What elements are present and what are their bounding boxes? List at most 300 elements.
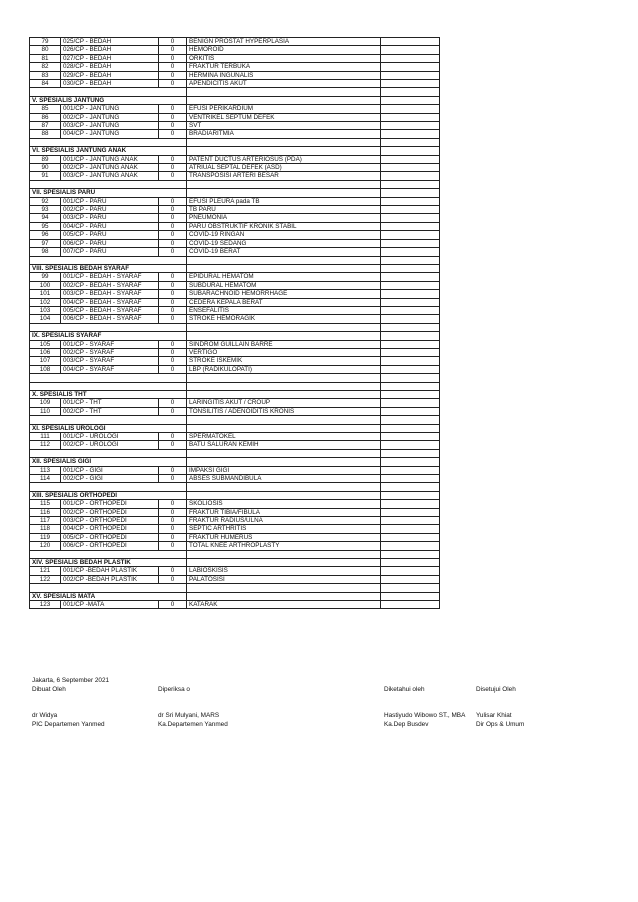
row-number: 105 <box>30 340 61 348</box>
empty-cell <box>381 575 440 583</box>
empty-cell <box>187 424 381 432</box>
section-title: XIV. SPESIALIS BEDAH PLASTIK <box>30 559 187 567</box>
empty-cell <box>381 281 440 289</box>
pathway-code: 002/CP - BEDAH - SYARAF <box>61 281 159 289</box>
count-value: 0 <box>159 601 187 609</box>
empty-cell <box>381 138 440 146</box>
empty-cell <box>381 449 440 457</box>
row-number: 98 <box>30 248 61 256</box>
count-value: 0 <box>159 441 187 449</box>
empty-cell <box>30 374 187 382</box>
empty-cell <box>381 533 440 541</box>
table-row <box>30 315 440 323</box>
table-row <box>30 46 440 54</box>
empty-cell <box>30 88 187 96</box>
row-number: 94 <box>30 214 61 222</box>
empty-cell <box>30 323 187 331</box>
empty-cell <box>187 382 381 390</box>
empty-cell <box>187 374 381 382</box>
section-title: XI. SPESIALIS UROLOGI <box>30 424 187 432</box>
pathway-code: 004/CP - SYARAF <box>61 365 159 373</box>
empty-cell <box>381 441 440 449</box>
table-row <box>30 567 440 575</box>
table-row <box>30 206 440 214</box>
pathway-code: 004/CP - PARU <box>61 222 159 230</box>
table-row <box>30 239 440 247</box>
empty-cell <box>187 491 381 499</box>
row-number: 110 <box>30 407 61 415</box>
section-header-row <box>30 189 440 197</box>
pathway-code: 001/CP - JANTUNG <box>61 105 159 113</box>
empty-cell <box>381 214 440 222</box>
empty-cell <box>381 290 440 298</box>
row-number: 81 <box>30 54 61 62</box>
pathway-code: 006/CP - ORTHOPEDI <box>61 542 159 550</box>
empty-cell <box>187 483 381 491</box>
diagnosis-name: VERTIGO <box>187 348 381 356</box>
section-header-row <box>30 592 440 600</box>
footer-date: Jakarta, 6 September 2021 <box>32 677 110 684</box>
diagnosis-name: TB PARU <box>187 206 381 214</box>
pathway-code: 005/CP - PARU <box>61 231 159 239</box>
diagnosis-name: FRAKTUR HUMERUS <box>187 533 381 541</box>
count-value: 0 <box>159 365 187 373</box>
diagnosis-name: LABIOSKISIS <box>187 567 381 575</box>
diagnosis-name: BATU SALURAN KEMIH <box>187 441 381 449</box>
row-number: 83 <box>30 71 61 79</box>
pathway-code: 006/CP - BEDAH - SYARAF <box>61 315 159 323</box>
diagnosis-name: PNEUMONIA <box>187 214 381 222</box>
pathway-code: 004/CP - ORTHOPEDI <box>61 525 159 533</box>
pathway-code: 001/CP - PARU <box>61 197 159 205</box>
empty-cell <box>381 550 440 558</box>
diagnosis-name: BRADIARITMIA <box>187 130 381 138</box>
row-number: 99 <box>30 273 61 281</box>
table-body <box>30 38 440 609</box>
diagnosis-name: EPIDURAL HEMATOM <box>187 273 381 281</box>
made-by-title: PIC Departemen Yanmed <box>32 721 105 728</box>
empty-cell <box>381 46 440 54</box>
empty-cell <box>381 96 440 104</box>
diagnosis-name: SEPTIC ARTHRITIS <box>187 525 381 533</box>
empty-cell <box>187 449 381 457</box>
diagnosis-name: IMPAKSI GIGI <box>187 466 381 474</box>
pathway-code: 001/CP - ORTHOPEDI <box>61 500 159 508</box>
blank-row <box>30 256 440 264</box>
empty-cell <box>187 256 381 264</box>
row-number: 96 <box>30 231 61 239</box>
known-by-name: Hastiyudo Wibowo ST., MBA <box>384 712 466 719</box>
empty-cell <box>30 416 187 424</box>
diagnosis-name: SINDROM GUILLAIN BARRE <box>187 340 381 348</box>
table-row <box>30 500 440 508</box>
empty-cell <box>187 550 381 558</box>
table-row <box>30 113 440 121</box>
pathway-code: 003/CP - BEDAH - SYARAF <box>61 290 159 298</box>
table-row <box>30 155 440 163</box>
empty-cell <box>381 222 440 230</box>
diagnosis-name: SPERMATOKEL <box>187 432 381 440</box>
table-row <box>30 466 440 474</box>
empty-cell <box>30 382 187 390</box>
diagnosis-name: LARINGITIS AKUT / CROUP <box>187 399 381 407</box>
table-row <box>30 357 440 365</box>
row-number: 92 <box>30 197 61 205</box>
empty-cell <box>381 323 440 331</box>
row-number: 84 <box>30 80 61 88</box>
pathway-code: 001/CP -BEDAH PLASTIK <box>61 567 159 575</box>
empty-cell <box>381 147 440 155</box>
count-value: 0 <box>159 432 187 440</box>
empty-cell <box>187 458 381 466</box>
clinical-pathway-table <box>29 37 440 609</box>
count-value: 0 <box>159 357 187 365</box>
section-title: VII. SPESIALIS PARU <box>30 189 187 197</box>
section-header-row <box>30 264 440 272</box>
diagnosis-name: EFUSI PERIKARDIUM <box>187 105 381 113</box>
blank-row <box>30 180 440 188</box>
table-row <box>30 298 440 306</box>
diagnosis-name: TRANSPOSISI ARTERI BESAR <box>187 172 381 180</box>
section-title: XII. SPESIALIS GIGI <box>30 458 187 466</box>
table-row <box>30 80 440 88</box>
pathway-code: 002/CP - GIGI <box>61 474 159 482</box>
empty-cell <box>187 592 381 600</box>
empty-cell <box>381 231 440 239</box>
table-row <box>30 533 440 541</box>
table-row <box>30 71 440 79</box>
row-number: 90 <box>30 164 61 172</box>
count-value: 0 <box>159 348 187 356</box>
empty-cell <box>30 550 187 558</box>
count-value: 0 <box>159 542 187 550</box>
pathway-code: 028/CP - BEDAH <box>61 63 159 71</box>
count-value: 0 <box>159 231 187 239</box>
empty-cell <box>381 416 440 424</box>
row-number: 85 <box>30 105 61 113</box>
empty-cell <box>381 525 440 533</box>
diagnosis-name: APENDICITIS AKUT <box>187 80 381 88</box>
table-row <box>30 122 440 130</box>
diagnosis-name: TOTAL KNEE ARTHROPLASTY <box>187 542 381 550</box>
count-value: 0 <box>159 290 187 298</box>
diagnosis-name: VENTRIKEL SEPTUM DEFEK <box>187 113 381 121</box>
row-number: 121 <box>30 567 61 575</box>
diagnosis-name: ABSES SUBMANDIBULA <box>187 474 381 482</box>
pathway-code: 001/CP - UROLOGI <box>61 432 159 440</box>
section-header-row <box>30 559 440 567</box>
blank-row <box>30 374 440 382</box>
pathway-code: 004/CP - BEDAH - SYARAF <box>61 298 159 306</box>
empty-cell <box>381 340 440 348</box>
diagnosis-name: COVID-19 RINGAN <box>187 231 381 239</box>
section-header-row <box>30 458 440 466</box>
count-value: 0 <box>159 122 187 130</box>
row-number: 103 <box>30 306 61 314</box>
row-number: 86 <box>30 113 61 121</box>
row-number: 102 <box>30 298 61 306</box>
empty-cell <box>381 483 440 491</box>
diagnosis-name: STROKE HEMORAGIK <box>187 315 381 323</box>
row-number: 97 <box>30 239 61 247</box>
diagnosis-name: SKOLIOSIS <box>187 500 381 508</box>
blank-row <box>30 550 440 558</box>
pathway-code: 001/CP - JANTUNG ANAK <box>61 155 159 163</box>
diagnosis-name: ORKITIS <box>187 54 381 62</box>
section-title: XV. SPESIALIS MATA <box>30 592 187 600</box>
row-number: 93 <box>30 206 61 214</box>
diagnosis-name: STROKE ISKEMIK <box>187 357 381 365</box>
pathway-code: 030/CP - BEDAH <box>61 80 159 88</box>
empty-cell <box>187 264 381 272</box>
table-row <box>30 197 440 205</box>
row-number: 114 <box>30 474 61 482</box>
empty-cell <box>30 449 187 457</box>
row-number: 101 <box>30 290 61 298</box>
empty-cell <box>381 248 440 256</box>
empty-cell <box>381 172 440 180</box>
diagnosis-name: BENIGN PROSTAT HYPERPLASIA <box>187 38 381 46</box>
diagnosis-name: KATARAK <box>187 601 381 609</box>
table-row <box>30 575 440 583</box>
pathway-code: 026/CP - BEDAH <box>61 46 159 54</box>
pathway-code: 001/CP - SYARAF <box>61 340 159 348</box>
pathway-code: 001/CP - THT <box>61 399 159 407</box>
count-value: 0 <box>159 222 187 230</box>
table-row <box>30 281 440 289</box>
row-number: 108 <box>30 365 61 373</box>
diagnosis-name: FRAKTUR TERBUKA <box>187 63 381 71</box>
blank-row <box>30 449 440 457</box>
count-value: 0 <box>159 172 187 180</box>
count-value: 0 <box>159 80 187 88</box>
diagnosis-name: SUBDURAL HEMATOM <box>187 281 381 289</box>
count-value: 0 <box>159 567 187 575</box>
count-value: 0 <box>159 105 187 113</box>
empty-cell <box>381 466 440 474</box>
table-row <box>30 130 440 138</box>
row-number: 116 <box>30 508 61 516</box>
table-row <box>30 290 440 298</box>
approved-by-name: Yulisar Khiat <box>476 712 512 719</box>
blank-row <box>30 382 440 390</box>
table-row <box>30 164 440 172</box>
row-number: 120 <box>30 542 61 550</box>
row-number: 82 <box>30 63 61 71</box>
made-by-label: Dibuat Oleh <box>32 686 66 693</box>
empty-cell <box>30 584 187 592</box>
pathway-code: 002/CP - THT <box>61 407 159 415</box>
row-number: 112 <box>30 441 61 449</box>
table-row <box>30 38 440 46</box>
count-value: 0 <box>159 273 187 281</box>
table-row <box>30 222 440 230</box>
blank-row <box>30 483 440 491</box>
empty-cell <box>187 559 381 567</box>
checked-by-label: Diperiksa o <box>158 686 190 693</box>
empty-cell <box>381 584 440 592</box>
row-number: 118 <box>30 525 61 533</box>
empty-cell <box>381 332 440 340</box>
table-row <box>30 248 440 256</box>
section-title: V. SPESIALIS JANTUNG <box>30 96 187 104</box>
empty-cell <box>381 399 440 407</box>
pathway-code: 002/CP - JANTUNG <box>61 113 159 121</box>
empty-cell <box>381 130 440 138</box>
row-number: 89 <box>30 155 61 163</box>
pathway-code: 003/CP - PARU <box>61 214 159 222</box>
empty-cell <box>381 601 440 609</box>
empty-cell <box>381 559 440 567</box>
table-row <box>30 231 440 239</box>
count-value: 0 <box>159 517 187 525</box>
count-value: 0 <box>159 239 187 247</box>
count-value: 0 <box>159 575 187 583</box>
row-number: 111 <box>30 432 61 440</box>
table-row <box>30 105 440 113</box>
empty-cell <box>381 88 440 96</box>
empty-cell <box>381 424 440 432</box>
empty-cell <box>381 491 440 499</box>
section-title: X. SPESIALIS THT <box>30 390 187 398</box>
count-value: 0 <box>159 508 187 516</box>
empty-cell <box>381 54 440 62</box>
section-header-row <box>30 390 440 398</box>
count-value: 0 <box>159 197 187 205</box>
count-value: 0 <box>159 306 187 314</box>
pathway-code: 006/CP - PARU <box>61 239 159 247</box>
pathway-code: 003/CP - SYARAF <box>61 357 159 365</box>
empty-cell <box>381 374 440 382</box>
table-row <box>30 348 440 356</box>
pathway-code: 025/CP - BEDAH <box>61 38 159 46</box>
empty-cell <box>381 306 440 314</box>
empty-cell <box>381 189 440 197</box>
table-row <box>30 365 440 373</box>
empty-cell <box>187 189 381 197</box>
count-value: 0 <box>159 298 187 306</box>
diagnosis-name: FRAKTUR RADIUS/ULNA <box>187 517 381 525</box>
row-number: 91 <box>30 172 61 180</box>
empty-cell <box>187 416 381 424</box>
diagnosis-name: CEDERA KEPALA BERAT <box>187 298 381 306</box>
count-value: 0 <box>159 399 187 407</box>
count-value: 0 <box>159 214 187 222</box>
count-value: 0 <box>159 407 187 415</box>
row-number: 113 <box>30 466 61 474</box>
diagnosis-name: TONSILITIS / ADENOIDITIS KRONIS <box>187 407 381 415</box>
diagnosis-name: PALATOSISI <box>187 575 381 583</box>
empty-cell <box>187 180 381 188</box>
checked-by-name: dr Sri Mulyani, MARS <box>158 712 220 719</box>
row-number: 115 <box>30 500 61 508</box>
count-value: 0 <box>159 340 187 348</box>
empty-cell <box>381 382 440 390</box>
diagnosis-name: LBP (RADIKULOPATI) <box>187 365 381 373</box>
section-title: XIII. SPESIALIS ORTHOPEDI <box>30 491 187 499</box>
count-value: 0 <box>159 130 187 138</box>
empty-cell <box>381 239 440 247</box>
empty-cell <box>30 256 187 264</box>
row-number: 100 <box>30 281 61 289</box>
pathway-code: 002/CP - PARU <box>61 206 159 214</box>
empty-cell <box>381 567 440 575</box>
diagnosis-name: ATRIUAL SEPTAL DEFEK (ASD) <box>187 164 381 172</box>
empty-cell <box>381 180 440 188</box>
table-row <box>30 432 440 440</box>
row-number: 95 <box>30 222 61 230</box>
pathway-code: 007/CP - PARU <box>61 248 159 256</box>
pathway-code: 003/CP - JANTUNG <box>61 122 159 130</box>
row-number: 104 <box>30 315 61 323</box>
empty-cell <box>187 323 381 331</box>
section-header-row <box>30 424 440 432</box>
diagnosis-name: PATENT DUCTUS ARTERIOSUS (PDA) <box>187 155 381 163</box>
row-number: 123 <box>30 601 61 609</box>
count-value: 0 <box>159 206 187 214</box>
section-header-row <box>30 96 440 104</box>
empty-cell <box>381 542 440 550</box>
diagnosis-name: HEMOROID <box>187 46 381 54</box>
pathway-code: 029/CP - BEDAH <box>61 71 159 79</box>
blank-row <box>30 584 440 592</box>
row-number: 109 <box>30 399 61 407</box>
diagnosis-name: HERMINA INGUNALIS <box>187 71 381 79</box>
empty-cell <box>381 298 440 306</box>
count-value: 0 <box>159 54 187 62</box>
empty-cell <box>187 138 381 146</box>
section-header-row <box>30 332 440 340</box>
empty-cell <box>187 584 381 592</box>
empty-cell <box>381 365 440 373</box>
count-value: 0 <box>159 46 187 54</box>
empty-cell <box>381 315 440 323</box>
count-value: 0 <box>159 164 187 172</box>
pathway-code: 002/CP - SYARAF <box>61 348 159 356</box>
table-row <box>30 474 440 482</box>
pathway-code: 002/CP - JANTUNG ANAK <box>61 164 159 172</box>
empty-cell <box>381 508 440 516</box>
empty-cell <box>381 197 440 205</box>
section-header-row <box>30 147 440 155</box>
section-title: IX. SPESIALIS SYARAF <box>30 332 187 340</box>
diagnosis-name: ENSEFALITIS <box>187 306 381 314</box>
count-value: 0 <box>159 71 187 79</box>
empty-cell <box>187 147 381 155</box>
count-value: 0 <box>159 533 187 541</box>
empty-cell <box>381 38 440 46</box>
table-row <box>30 340 440 348</box>
pathway-code: 005/CP - ORTHOPEDI <box>61 533 159 541</box>
empty-cell <box>381 357 440 365</box>
empty-cell <box>381 474 440 482</box>
count-value: 0 <box>159 315 187 323</box>
table-row <box>30 601 440 609</box>
table-row <box>30 214 440 222</box>
approved-by-title: Dir Ops & Umum <box>476 721 525 728</box>
row-number: 87 <box>30 122 61 130</box>
empty-cell <box>381 206 440 214</box>
diagnosis-name: PARU OBSTRUKTIF KRONIK STABIL <box>187 222 381 230</box>
row-number: 80 <box>30 46 61 54</box>
pathway-code: 002/CP -BEDAH PLASTIK <box>61 575 159 583</box>
count-value: 0 <box>159 248 187 256</box>
empty-cell <box>381 273 440 281</box>
row-number: 117 <box>30 517 61 525</box>
table-row <box>30 172 440 180</box>
row-number: 107 <box>30 357 61 365</box>
pathway-code: 001/CP -MATA <box>61 601 159 609</box>
